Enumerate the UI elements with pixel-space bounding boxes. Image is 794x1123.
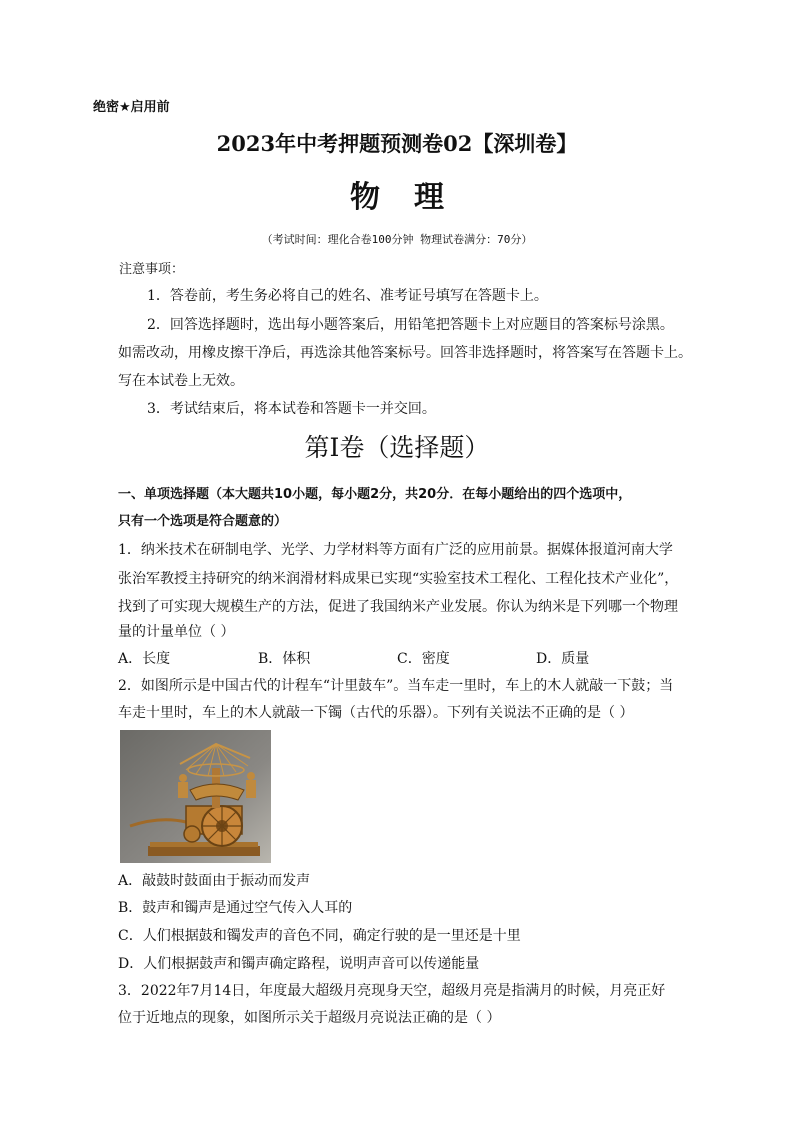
exam-info: （考试时间：理化合卷100分钟 物理试卷满分：70分） [261, 233, 533, 246]
q2-option-a: A．敲鼓时鼓面由于振动而发声 [118, 873, 311, 889]
subject-title: 物理 [350, 180, 478, 215]
part-heading: 一、单项选择题（本大题共10小题，每小题2分，共20分．在每小题给出的四个选项中， [118, 487, 632, 502]
part-heading: 只有一个选项是符合题意的） [118, 514, 288, 529]
question-1-line: 找到了可实现大规模生产的方法，促进了我国纳米产业发展。你认为纳米是下列哪一个物理 [118, 599, 678, 615]
question-2-line: 2．如图所示是中国古代的计程车“计里鼓车”。当车走一里时，车上的木人就敲一下鼓；当 [118, 678, 674, 694]
question-3-line: 3．2022年7月14日，年度最大超级月亮现身天空，超级月亮是指满月的时候，月亮正好 [118, 983, 666, 999]
q1-option-c: C．密度 [397, 651, 450, 667]
q2-option-c: C．人们根据鼓和镯发声的音色不同，确定行驶的是一里还是十里 [118, 928, 521, 944]
secret-label: 绝密★启用前 [93, 100, 170, 115]
question-1-line: 张治军教授主持研究的纳米润滑材料成果已实现“实验室技术工程化、工程化技术产业化”， [118, 571, 679, 587]
question-2-line: 车走十里时，车上的木人就敲一下镯（古代的乐器）。下列有关说法不正确的是（ ） [118, 705, 634, 721]
notice-item: 2．回答选择题时，选出每小题答案后，用铅笔把答题卡上对应题目的答案标号涂黑。 [147, 317, 674, 333]
drum-cart-image [120, 730, 271, 863]
q1-option-b: B．体积 [258, 651, 311, 667]
notice-item: 如需改动，用橡皮擦干净后，再选涂其他答案标号。回答非选择题时，将答案写在答题卡上。 [118, 345, 692, 361]
q2-option-d: D．人们根据鼓声和镯声确定路程，说明声音可以传递能量 [118, 956, 480, 972]
q1-option-a: A．长度 [118, 651, 171, 667]
exam-title: 2023年中考押题预测卷02【深圳卷】 [216, 131, 578, 156]
notice-heading: 注意事项： [119, 262, 185, 277]
q1-option-d: D．质量 [536, 651, 590, 667]
q2-option-b: B．鼓声和镯声是通过空气传入人耳的 [118, 900, 353, 916]
notice-item: 写在本试卷上无效。 [118, 373, 244, 389]
section-title: 第Ⅰ卷（选择题） [304, 433, 490, 462]
notice-item: 3．考试结束后，将本试卷和答题卡一并交回。 [147, 401, 436, 417]
question-3-line: 位于近地点的现象，如图所示关于超级月亮说法正确的是（ ） [118, 1010, 501, 1026]
notice-item: 1．答卷前，考生务必将自己的姓名、准考证号填写在答题卡上。 [147, 288, 548, 304]
question-1-line: 量的计量单位（ ） [118, 624, 235, 640]
question-1-line: 1．纳米技术在研制电学、光学、力学材料等方面有广泛的应用前景。据媒体报道河南大学 [118, 542, 673, 558]
